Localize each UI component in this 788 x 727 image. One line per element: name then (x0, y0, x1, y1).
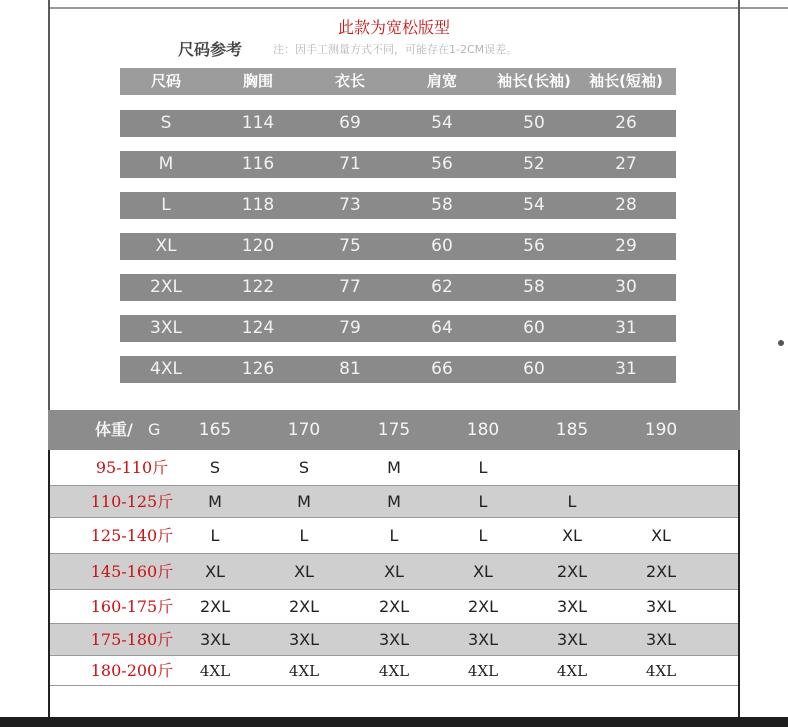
size-cell: 64 (431, 318, 453, 338)
recommended-size-cell: XL (384, 562, 404, 581)
size-chart-title: 尺码参考 (178, 40, 243, 59)
size-header-cell: 衣长 (334, 72, 365, 90)
size-row (120, 274, 676, 301)
recommended-size-cell: 4XL (556, 662, 588, 680)
recommended-size-cell: 2XL (199, 597, 231, 616)
recommended-size-cell: XL (205, 562, 225, 581)
table-border (48, 450, 50, 717)
size-header-cell: 尺码 (150, 72, 181, 90)
height-header-cell: 185 (555, 420, 589, 440)
recommended-size-cell: 2XL (378, 597, 410, 616)
size-cell: 31 (615, 318, 637, 338)
size-cell: 62 (431, 277, 453, 297)
size-cell: 56 (523, 236, 545, 256)
recommended-size-cell: 2XL (288, 597, 320, 616)
size-cell: 3XL (150, 318, 182, 338)
recommended-size-cell: L (567, 492, 577, 511)
size-cell: 28 (615, 195, 637, 215)
height-header-cell: 165 (198, 420, 232, 440)
size-cell: 116 (241, 154, 275, 174)
size-cell: 79 (339, 318, 361, 338)
size-header-row (120, 68, 676, 95)
size-cell: 54 (431, 113, 453, 133)
weight-header-label: 体重/ (95, 420, 133, 439)
size-cell: 54 (523, 195, 545, 215)
size-row (120, 110, 676, 137)
size-cell: 60 (523, 359, 545, 379)
size-cell: 31 (615, 359, 637, 379)
frame-left-line (48, 0, 50, 410)
weight-range-label: 95-110斤 (95, 458, 169, 477)
recommended-size-cell: 3XL (645, 630, 677, 649)
height-header-cell: 190 (644, 420, 678, 440)
weight-table-header (48, 410, 740, 450)
size-cell: 56 (431, 154, 453, 174)
recommended-size-cell: 2XL (556, 562, 588, 581)
recommended-size-cell: M (297, 492, 311, 511)
recommended-size-cell: 3XL (378, 630, 410, 649)
size-cell: 69 (339, 113, 361, 133)
size-cell: 120 (241, 236, 275, 256)
size-cell: 26 (615, 113, 637, 133)
weight-range-label: 145-160斤 (90, 562, 174, 581)
size-cell: 71 (339, 154, 361, 174)
size-row (120, 356, 676, 383)
size-cell: 4XL (150, 359, 182, 379)
weight-row (48, 590, 740, 624)
size-row (120, 151, 676, 178)
recommended-size-cell: XL (562, 526, 582, 545)
recommended-size-cell: S (209, 458, 221, 477)
weight-row (48, 554, 740, 590)
size-cell: S (160, 113, 172, 133)
recommended-size-cell: 4XL (378, 662, 410, 680)
loose-fit-notice: 此款为宽松版型 (337, 18, 450, 37)
size-row (120, 315, 676, 342)
size-cell: 60 (431, 236, 453, 256)
recommended-size-cell: 4XL (199, 662, 231, 680)
recommended-size-cell: 3XL (556, 630, 588, 649)
size-cell: 2XL (150, 277, 182, 297)
size-chart-note: 注：因手工测量方式不同，可能存在1-2CM误差。 (273, 43, 518, 56)
size-cell: 60 (523, 318, 545, 338)
weight-range-label: 160-175斤 (90, 597, 174, 616)
side-dot (778, 340, 784, 346)
size-cell: 58 (431, 195, 453, 215)
recommended-size-cell: 4XL (288, 662, 320, 680)
size-header-cell: 袖长(长袖) (497, 72, 571, 90)
frame-top-line (48, 7, 740, 9)
size-cell: 126 (241, 359, 275, 379)
weight-row (48, 624, 740, 656)
size-cell: 27 (615, 154, 637, 174)
recommended-size-cell: XL (651, 526, 671, 545)
row-divider (48, 685, 740, 686)
weight-range-label: 125-140斤 (90, 526, 174, 545)
recommended-size-cell: L (478, 526, 488, 545)
size-cell: 52 (523, 154, 545, 174)
weight-range-label: 175-180斤 (90, 630, 174, 649)
height-header-cell: 170 (287, 420, 321, 440)
recommended-size-cell: 3XL (199, 630, 231, 649)
table-border (738, 450, 740, 717)
size-cell: 50 (523, 113, 545, 133)
size-cell: 75 (339, 236, 361, 256)
size-cell: M (158, 154, 174, 174)
size-header-cell: 肩宽 (426, 72, 457, 90)
recommended-size-cell: 3XL (467, 630, 499, 649)
size-cell: 66 (431, 359, 453, 379)
recommended-size-cell: 3XL (288, 630, 320, 649)
size-cell: 81 (339, 359, 361, 379)
weight-row (48, 450, 740, 486)
size-header-cell: 胸围 (242, 72, 273, 90)
size-cell: 114 (241, 113, 275, 133)
recommended-size-cell: L (478, 458, 488, 477)
size-cell: 29 (615, 236, 637, 256)
recommended-size-cell: M (387, 492, 401, 511)
size-cell: 118 (241, 195, 275, 215)
size-cell: 73 (339, 195, 361, 215)
size-cell: L (161, 195, 171, 215)
recommended-size-cell: L (389, 526, 399, 545)
recommended-size-cell: L (299, 526, 309, 545)
recommended-size-cell: L (210, 526, 220, 545)
weight-range-label: 110-125斤 (90, 492, 174, 511)
recommended-size-cell: 3XL (556, 597, 588, 616)
height-unit-label: G (148, 420, 161, 439)
size-cell: 77 (339, 277, 361, 297)
recommended-size-cell: 2XL (645, 562, 677, 581)
weight-range-label: 180-200斤 (90, 661, 174, 680)
recommended-size-cell: 3XL (645, 597, 677, 616)
recommended-size-cell: 2XL (467, 597, 499, 616)
weight-row (48, 656, 740, 686)
size-cell: 30 (615, 277, 637, 297)
recommended-size-cell: 4XL (467, 662, 499, 680)
size-cell: 58 (523, 277, 545, 297)
size-cell: 122 (241, 277, 275, 297)
weight-row (48, 486, 740, 518)
frame-top-right-line (740, 7, 788, 9)
recommended-size-cell: XL (473, 562, 493, 581)
size-row (120, 192, 676, 219)
recommended-size-cell: M (387, 458, 401, 477)
size-cell: 124 (241, 318, 275, 338)
recommended-size-cell: XL (294, 562, 314, 581)
recommended-size-cell: L (478, 492, 488, 511)
recommended-size-cell: S (298, 458, 310, 477)
size-cell: XL (155, 236, 177, 256)
bottom-bar (0, 717, 788, 727)
size-header-cell: 袖长(短袖) (589, 72, 663, 90)
weight-row (48, 518, 740, 554)
frame-right-line (738, 0, 740, 410)
height-header-cell: 175 (377, 420, 411, 440)
height-header-cell: 180 (466, 420, 500, 440)
recommended-size-cell: 4XL (645, 662, 677, 680)
recommended-size-cell: M (208, 492, 222, 511)
size-row (120, 233, 676, 260)
